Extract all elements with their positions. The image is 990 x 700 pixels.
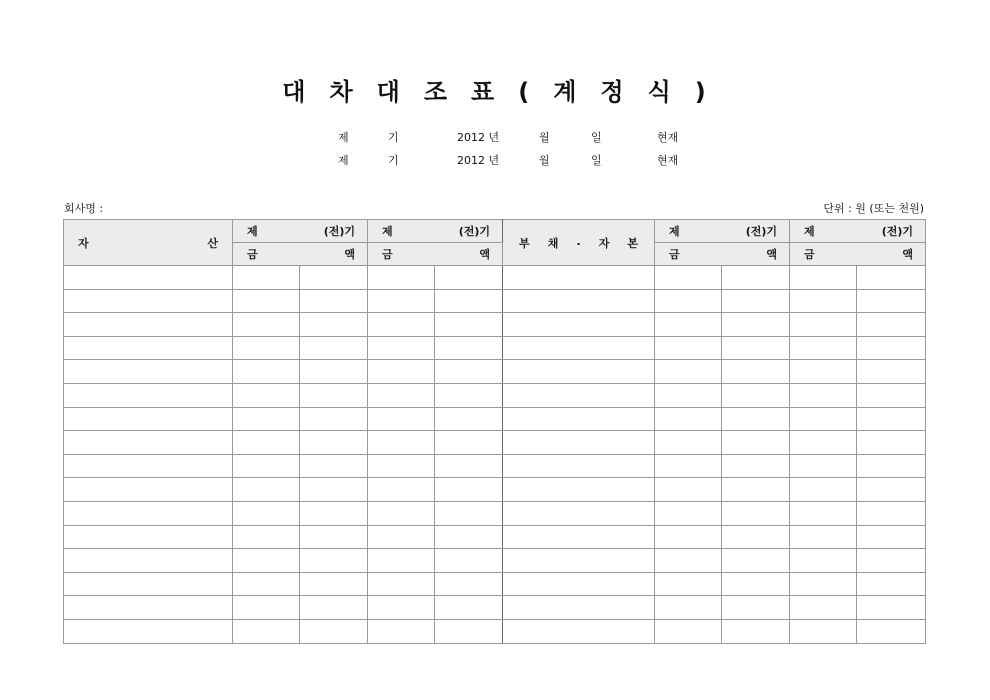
table-cell[interactable] [503,431,655,455]
table-cell[interactable] [300,454,368,478]
table-cell[interactable] [233,619,300,643]
table-cell[interactable] [722,313,790,337]
table-cell[interactable] [857,454,926,478]
period-year: 2012 년 [457,131,500,144]
period-day: 일 [591,131,602,144]
title-char: 대 [282,78,308,106]
table-cell[interactable] [435,525,503,549]
table-cell[interactable] [233,431,300,455]
table-cell[interactable] [64,619,233,643]
table-cell[interactable] [503,596,655,620]
table-cell[interactable] [655,572,722,596]
table-cell[interactable] [655,525,722,549]
header-asset-period-previous: 제 (전)기 [368,220,503,243]
table-cell[interactable] [64,313,233,337]
table-cell[interactable] [503,501,655,525]
table-cell[interactable] [64,525,233,549]
table-cell[interactable] [790,619,857,643]
table-cell[interactable] [790,596,857,620]
table-cell[interactable] [857,478,926,502]
table-cell[interactable] [233,525,300,549]
table-cell[interactable] [790,572,857,596]
table-cell[interactable] [857,596,926,620]
table-cell[interactable] [790,525,857,549]
table-cell[interactable] [790,266,857,290]
table-cell[interactable] [503,407,655,431]
table-cell[interactable] [857,549,926,573]
table-cell[interactable] [722,383,790,407]
table-cell[interactable] [857,619,926,643]
table-cell[interactable] [368,407,435,431]
table-cell[interactable] [368,289,435,313]
table-cell[interactable] [64,266,233,290]
table-cell[interactable] [368,549,435,573]
title-char: 표 [471,78,497,106]
table-cell[interactable] [503,266,655,290]
header-amount: 금 액 [233,243,368,266]
table-cell[interactable] [435,454,503,478]
title-char: 정 [600,78,626,106]
table-cell[interactable] [233,266,300,290]
table-row [64,572,926,596]
period-year: 2012 년 [457,154,500,167]
table-cell[interactable] [300,525,368,549]
table-cell[interactable] [300,313,368,337]
table-cell[interactable] [64,431,233,455]
table-cell[interactable] [655,619,722,643]
table-cell[interactable] [503,572,655,596]
table-cell[interactable] [233,572,300,596]
table-cell[interactable] [655,360,722,384]
table-cell[interactable] [368,596,435,620]
table-cell[interactable] [435,266,503,290]
table-cell[interactable] [722,336,790,360]
table-cell[interactable] [790,431,857,455]
table-cell[interactable] [368,336,435,360]
period-month: 월 [539,131,550,144]
title-char: 식 [647,78,673,106]
table-cell[interactable] [722,596,790,620]
table-cell[interactable] [300,549,368,573]
table-cell[interactable] [368,572,435,596]
document-title [0,72,990,107]
table-cell[interactable] [722,619,790,643]
period-gi: 기 [388,154,399,167]
period-line-previous [0,152,990,168]
title-char: ) [694,78,708,106]
table-cell[interactable] [722,478,790,502]
title-char: ( [518,78,532,106]
header-liab-period-current: 제 (전)기 [655,220,790,243]
table-cell[interactable] [655,336,722,360]
table-cell[interactable] [722,360,790,384]
table-cell[interactable] [503,478,655,502]
table-cell[interactable] [790,289,857,313]
table-cell[interactable] [790,383,857,407]
table-cell[interactable] [655,313,722,337]
table-cell[interactable] [64,360,233,384]
header-amount: 금 액 [790,243,926,266]
table-cell[interactable] [435,549,503,573]
period-je: 제 [338,154,349,167]
table-cell[interactable] [64,383,233,407]
table-cell[interactable] [368,454,435,478]
table-row [64,454,926,478]
table-cell[interactable] [790,501,857,525]
table-cell[interactable] [655,454,722,478]
table-cell[interactable] [503,360,655,384]
table-cell[interactable] [790,336,857,360]
header-asset-period-current: 제 (전)기 [233,220,368,243]
table-cell[interactable] [722,266,790,290]
header-asset: 자 산 [64,220,233,266]
table-cell[interactable] [368,266,435,290]
table-cell[interactable] [300,572,368,596]
title-char: 조 [423,78,450,106]
table-cell[interactable] [300,501,368,525]
table-cell[interactable] [435,431,503,455]
period-je: 제 [338,131,349,144]
unit-label: 단위 : 원 (또는 천원) [823,202,924,215]
table-row [64,313,926,337]
table-cell[interactable] [503,383,655,407]
table-cell[interactable] [503,454,655,478]
table-cell[interactable] [64,501,233,525]
table-cell[interactable] [722,407,790,431]
table-cell[interactable] [435,478,503,502]
table-cell[interactable] [435,313,503,337]
table-cell[interactable] [435,383,503,407]
table-cell[interactable] [64,596,233,620]
table-row [64,266,926,290]
period-hyeonjae: 현재 [657,154,679,167]
table-cell[interactable] [64,454,233,478]
table-cell[interactable] [790,549,857,573]
table-cell[interactable] [368,478,435,502]
table-cell[interactable] [503,619,655,643]
period-gi: 기 [388,131,399,144]
table-cell[interactable] [857,289,926,313]
period-day: 일 [591,154,602,167]
table-cell[interactable] [435,619,503,643]
title-char: 계 [553,78,579,106]
table-cell[interactable] [857,407,926,431]
table-cell[interactable] [722,572,790,596]
table-cell[interactable] [655,501,722,525]
table-row [64,501,926,525]
table-cell[interactable] [368,360,435,384]
table-cell[interactable] [857,431,926,455]
table-cell[interactable] [64,478,233,502]
table-cell[interactable] [368,383,435,407]
table-cell[interactable] [790,360,857,384]
table-cell[interactable] [300,596,368,620]
table-cell[interactable] [857,525,926,549]
table-cell[interactable] [722,454,790,478]
table-cell[interactable] [722,431,790,455]
table-cell[interactable] [435,501,503,525]
table-cell[interactable] [233,549,300,573]
table-cell[interactable] [655,289,722,313]
table-cell[interactable] [300,336,368,360]
table-cell[interactable] [503,289,655,313]
table-body [64,266,926,644]
table-row [64,336,926,360]
table-cell[interactable] [503,549,655,573]
balance-sheet-table [63,219,926,644]
header-amount: 금 액 [368,243,503,266]
table-cell[interactable] [857,313,926,337]
table-row [64,525,926,549]
header-amount: 금 액 [655,243,790,266]
table-cell[interactable] [857,383,926,407]
table-cell[interactable] [300,478,368,502]
table-row [64,431,926,455]
company-name-label: 회사명 : [64,202,104,215]
table-cell[interactable] [857,266,926,290]
table-cell[interactable] [233,289,300,313]
table-cell[interactable] [368,431,435,455]
table-cell[interactable] [435,596,503,620]
table-cell[interactable] [655,478,722,502]
table-cell[interactable] [503,336,655,360]
table-cell[interactable] [233,478,300,502]
table-row [64,596,926,620]
table-cell[interactable] [435,407,503,431]
table-cell[interactable] [300,266,368,290]
table-cell[interactable] [233,454,300,478]
table-cell[interactable] [300,383,368,407]
header-liab-period-previous: 제 (전)기 [790,220,926,243]
title-char: 대 [376,78,402,106]
period-line-current [0,129,990,145]
period-hyeonjae: 현재 [657,131,679,144]
table-cell[interactable] [300,407,368,431]
table-cell[interactable] [790,454,857,478]
table-cell[interactable] [503,313,655,337]
table-cell[interactable] [435,572,503,596]
table-cell[interactable] [64,289,233,313]
table-cell[interactable] [655,266,722,290]
table-cell[interactable] [300,619,368,643]
table-row [64,619,926,643]
table-cell[interactable] [233,313,300,337]
table-cell[interactable] [64,572,233,596]
table-cell[interactable] [435,360,503,384]
table-cell[interactable] [435,336,503,360]
table-cell[interactable] [368,501,435,525]
table-cell[interactable] [722,501,790,525]
table-cell[interactable] [64,336,233,360]
table-cell[interactable] [233,336,300,360]
table-cell[interactable] [368,525,435,549]
table-cell[interactable] [233,407,300,431]
table-row [64,478,926,502]
table-cell[interactable] [857,501,926,525]
table-cell[interactable] [655,596,722,620]
table-cell[interactable] [655,407,722,431]
table-cell[interactable] [64,407,233,431]
table-row [64,549,926,573]
period-month: 월 [539,154,550,167]
table-row [64,360,926,384]
table-cell[interactable] [857,572,926,596]
table-cell[interactable] [503,525,655,549]
table-row [64,289,926,313]
table-cell[interactable] [722,549,790,573]
table-cell[interactable] [300,431,368,455]
table-cell[interactable] [857,336,926,360]
table-cell[interactable] [233,596,300,620]
table-cell[interactable] [722,289,790,313]
table-row [64,407,926,431]
table-cell[interactable] [655,383,722,407]
table-cell[interactable] [233,501,300,525]
table-cell[interactable] [233,383,300,407]
table-row [64,383,926,407]
title-char: 차 [329,78,355,106]
table-cell[interactable] [300,289,368,313]
table-cell[interactable] [368,313,435,337]
table-cell[interactable] [790,478,857,502]
table-cell[interactable] [790,313,857,337]
table-cell[interactable] [790,407,857,431]
table-cell[interactable] [722,525,790,549]
table-cell[interactable] [655,431,722,455]
table-cell[interactable] [300,360,368,384]
table-cell[interactable] [64,549,233,573]
table-cell[interactable] [368,619,435,643]
table-cell[interactable] [857,360,926,384]
header-liabilities-equity: 부 채 . 자 본 [503,220,655,266]
table-cell[interactable] [435,289,503,313]
table-cell[interactable] [233,360,300,384]
table-cell[interactable] [655,549,722,573]
